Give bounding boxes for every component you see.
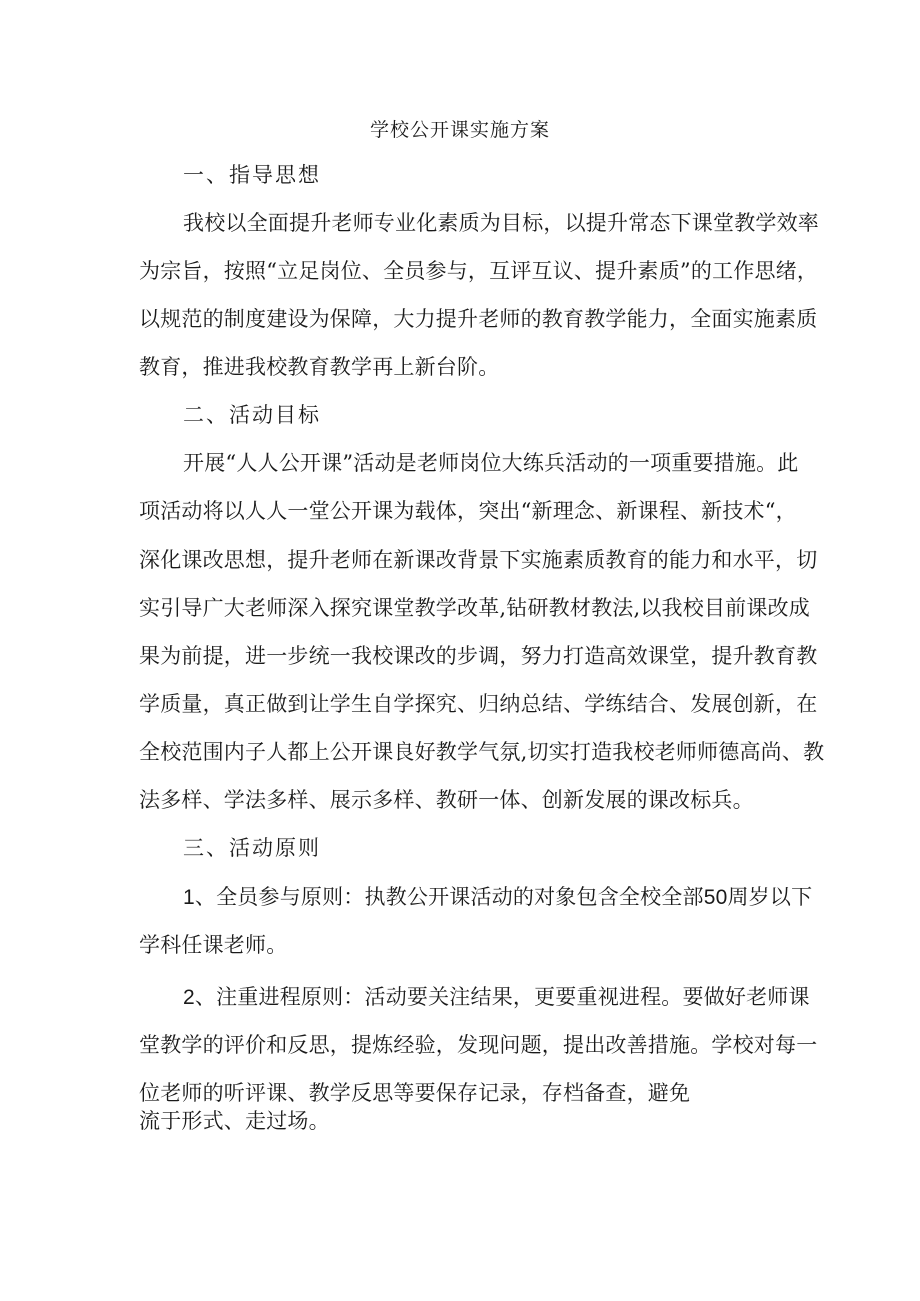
age-limit-number: 50 — [703, 886, 728, 909]
paragraph-line: 全校范围内子人都上公开课良好教学气氛,切实打造我校老师师德高尚、教 — [139, 740, 825, 764]
paragraph-line: 教育，推进我校教育教学再上新台阶。 — [139, 355, 500, 379]
item-text-tail: 周岁以下 — [727, 885, 813, 909]
principle-item-2-line — [183, 982, 810, 1013]
paragraph-line: 学科任课老师。 — [139, 933, 288, 957]
paragraph-line: 堂教学的评价和反思，提炼经验，发现问题，提出改善措施。学校对每一 — [139, 1033, 818, 1057]
item-text: 、注重进程原则：活动要关注结果，更要重视进程。要做好老师课 — [194, 985, 810, 1009]
section-heading-activity-goals: 二、活动目标 — [183, 403, 321, 427]
paragraph-line: 流于形式、走过场。 — [139, 1109, 330, 1133]
paragraph-line: 学质量，真正做到让学生自学探究、归纳总结、学练结合、发展创新，在 — [139, 692, 818, 716]
item-number: 2 — [183, 986, 195, 1009]
item-number: 1 — [183, 886, 195, 909]
document-title: 学校公开课实施方案 — [369, 119, 550, 141]
paragraph-line: 以规范的制度建设为保障，大力提升老师的教育教学能力，全面实施素质 — [139, 307, 818, 331]
paragraph-line: 项活动将以人人一堂公开课为载体，突出“新理念、新课程、新技术“， — [139, 499, 797, 523]
paragraph-line: 位老师的听评课、教学反思等要保存记录，存档备查，避免 — [139, 1081, 691, 1105]
paragraph-line: 为宗旨，按照“立足岗位、全员参与，互评互议、提升素质”的工作思绪， — [139, 259, 819, 283]
item-text: 、全员参与原则：执教公开课活动的对象包含全校全部 — [194, 885, 704, 909]
paragraph-line: 开展“人人公开课”活动是老师岗位大练兵活动的一项重要措施。此 — [183, 451, 799, 475]
paragraph-line: 深化课改思想，提升老师在新课改背景下实施素质教育的能力和水平，切 — [139, 548, 818, 572]
paragraph-line: 我校以全面提升老师专业化素质为目标，以提升常态下课堂教学效率 — [183, 211, 819, 235]
paragraph-line: 法多样、学法多样、展示多样、教研一体、创新发展的课改标兵。 — [139, 788, 754, 812]
section-heading-guiding-ideology: 一、指导思想 — [183, 163, 321, 187]
section-heading-activity-principles: 三、活动原则 — [183, 836, 321, 860]
principle-item-1-line — [183, 882, 812, 913]
paragraph-line: 果为前提，进一步统一我校课改的步调，努力打造高效课堂，提升教育教 — [139, 644, 818, 668]
paragraph-line: 实引导广大老师深入探究课堂教学改革,钻研教材教法,以我校目前课改成 — [139, 596, 810, 620]
